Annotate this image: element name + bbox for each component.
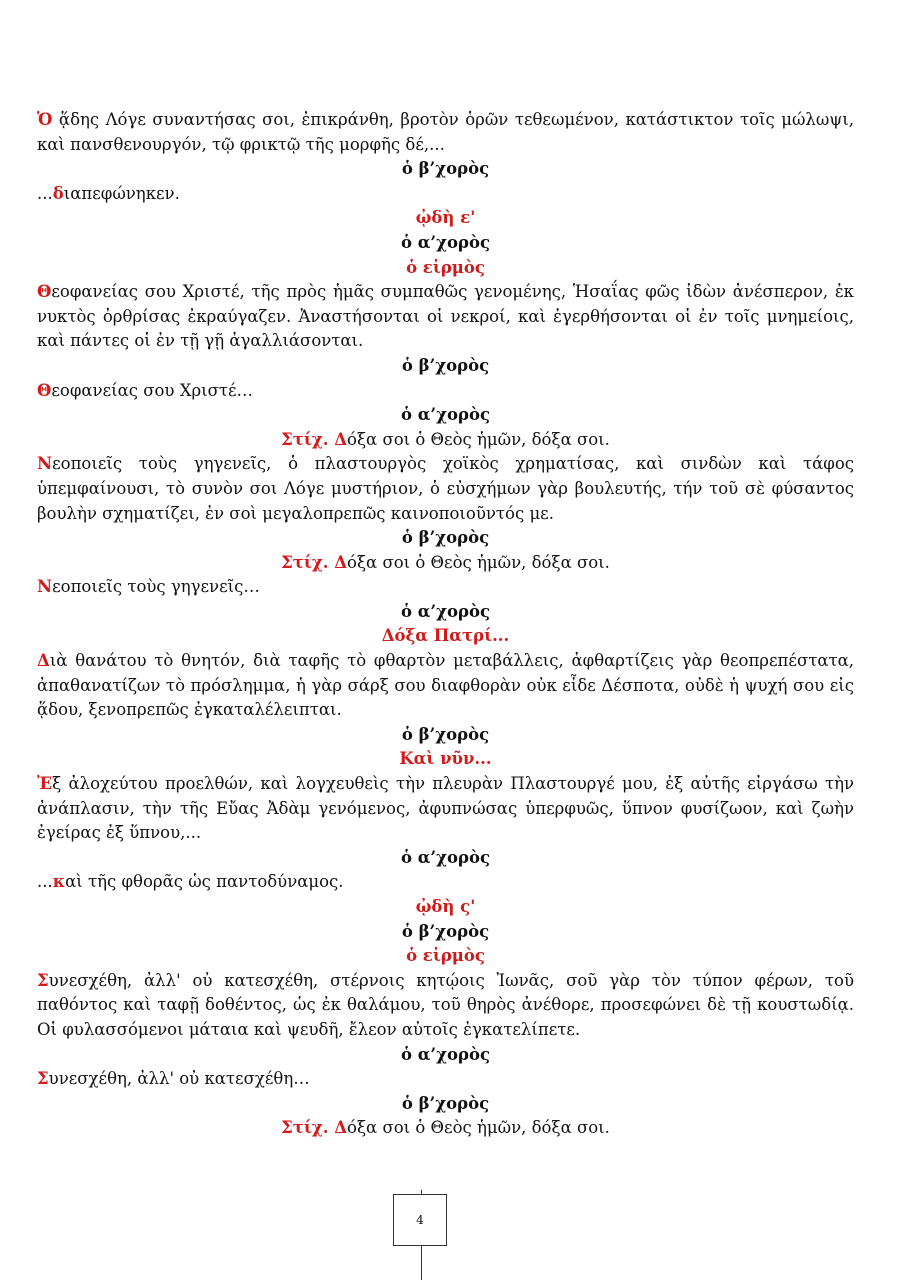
ellipsis-prefix: ... xyxy=(37,183,53,203)
hymn-paragraph xyxy=(37,182,854,207)
choir-heading: ὁ β’χορὸς xyxy=(401,1093,490,1113)
initial-letter: δ xyxy=(52,183,64,203)
hymn-paragraph xyxy=(37,870,854,895)
paragraph-text: αὶ τῆς φθορᾶς ὡς παντοδύναμος. xyxy=(65,872,344,892)
page-number: 4 xyxy=(416,1213,424,1227)
hymn-paragraph xyxy=(37,379,854,404)
section-heading: ὁ εἱρμὸς xyxy=(406,257,485,277)
choir-heading: ὁ α’χορὸς xyxy=(400,601,491,621)
initial-letter: Δ xyxy=(334,1118,348,1138)
paragraph-text: υνεσχέθη, ἀλλ' οὐ κατεσχέθη… xyxy=(48,1069,310,1089)
paragraph-text: εοφανείας σου Χριστέ… xyxy=(51,380,254,400)
section-heading: ὁ εἱρμὸς xyxy=(406,946,485,966)
initial-letter: Δ xyxy=(37,651,50,671)
section-heading: Δόξα Πατρί... xyxy=(381,626,510,646)
page-number-box xyxy=(393,1194,447,1246)
section-heading: ᾠδὴ ς' xyxy=(415,897,476,916)
initial-letter: Σ xyxy=(37,970,49,990)
initial-letter: Θ xyxy=(37,380,52,400)
initial-letter: κ xyxy=(52,872,66,892)
paragraph-text: ξ ἀλοχεύτου προελθών, καὶ λογχευθεὶς τὴν πλευρὰν Πλαστουργέ μου, ἐξ αὐτῆς εἰργάσω τὴν ἀνάπλασιν, τὴν τῆς Εὔας Ἀδὰμ γενόμενος, ἀφυπνώσας ὑπερφυῶς, ὕπνον φυσίζωον, καὶ ζωὴν ἐγείρας ἐξ ὕπνου,... xyxy=(37,774,854,843)
choir-heading: ὁ α’χορὸς xyxy=(400,405,491,425)
initial-letter: Δ xyxy=(334,552,348,572)
paragraph-text: υνεσχέθη, ἀλλ' οὐ κατεσχέθη, στέρνοις κητῴοις Ἰωνᾶς, σοῦ γὰρ τὸν τύπον φέρων, τοῦ παθόντος καὶ ταφῇ δοθέντος, ὡς ἐκ θαλάμου, τοῦ θηρὸς ἀνέθορε, προσεφώνει δὲ τῇ κουστωδίᾳ. Οἱ φυλασσόμενοι μάταια καὶ ψευδῆ, ἔλεον αὐτοῖς ἐγκατελίπετε. xyxy=(37,970,854,1039)
hymn-paragraph xyxy=(37,969,854,1043)
hymn-paragraph xyxy=(37,649,854,723)
choir-heading: ὁ β’χορὸς xyxy=(401,921,490,941)
stichos-label: Στίχ. xyxy=(281,552,335,572)
choir-heading: ὁ β’χορὸς xyxy=(401,724,490,744)
stichos-verse xyxy=(37,1116,854,1141)
initial-letter: Ἐ xyxy=(37,774,53,794)
choir-heading: ὁ α’χορὸς xyxy=(400,232,491,252)
stichos-text: όξα σοι ὁ Θεὸς ἡμῶν, δόξα σοι. xyxy=(347,552,610,572)
stichos-text: όξα σοι ὁ Θεὸς ἡμῶν, δόξα σοι. xyxy=(347,429,610,449)
stichos-label: Στίχ. xyxy=(281,1118,335,1138)
initial-letter: Σ xyxy=(37,1069,49,1089)
initial-letter: Δ xyxy=(334,429,348,449)
paragraph-text: ᾅδης Λόγε συναντήσας σοι, ἐπικράνθη, βροτὸν ὁρῶν τεθεωμένον, κατάστικτον τοῖς μώλωψι, καὶ πανσθενουργόν, τῷ φρικτῷ τῆς μορφῆς δέ,... xyxy=(37,110,854,154)
section-heading: Καὶ νῦν... xyxy=(399,749,492,769)
paragraph-text: ιαπεφώνηκεν. xyxy=(63,183,180,203)
hymn-paragraph xyxy=(37,452,854,526)
choir-heading: ὁ α’χορὸς xyxy=(400,1044,491,1064)
paragraph-text: ιὰ θανάτου τὸ θνητόν, διὰ ταφῆς τὸ φθαρτὸν μεταβάλλεις, ἀφθαρτίζεις γὰρ θεοπρεπέστατα, ἀπαθανατίζων τὸ πρόσλημμα, ἡ γὰρ σάρξ σου διαφθορὰν οὐκ εἶδε Δέσποτα, οὐδὲ ἡ ψυχή σου εἰς ᾅδου, ξενοπρεπῶς ἐγκαταλέλειπται. xyxy=(37,651,854,720)
stichos-text: όξα σοι ὁ Θεὸς ἡμῶν, δόξα σοι. xyxy=(347,1118,610,1138)
stichos-label: Στίχ. xyxy=(281,429,335,449)
ellipsis-prefix: ... xyxy=(37,872,53,892)
initial-letter: Ν xyxy=(37,454,53,474)
stichos-verse xyxy=(37,428,854,453)
paragraph-text: εοφανείας σου Χριστέ, τῆς πρὸς ἡμᾶς συμπαθῶς γενομένης, Ἡσαΐας φῶς ἰδὼν ἀνέσπερον, ἐκ νυκτὸς ὀρθρίσας ἐκραύγαζεν. Ἀναστήσονται οἱ νεκροί, καὶ ἐγερθήσονται οἱ ἐν τοῖς μνημείοις, καὶ πάντες οἱ ἐν τῇ γῇ ἀγαλλιάσονται. xyxy=(37,282,854,351)
hymn-paragraph xyxy=(37,280,854,354)
stichos-verse xyxy=(37,551,854,576)
choir-heading: ὁ β’χορὸς xyxy=(401,528,490,548)
paragraph-text: εοποιεῖς τοὺς γηγενεῖς… xyxy=(52,577,260,597)
document-body xyxy=(37,108,854,1141)
hymn-paragraph xyxy=(37,1067,854,1092)
initial-letter: Ὁ xyxy=(37,110,53,129)
initial-letter: Θ xyxy=(37,282,52,302)
hymn-paragraph xyxy=(37,772,854,846)
choir-heading: ὁ β’χορὸς xyxy=(401,355,490,375)
hymn-paragraph xyxy=(37,575,854,600)
section-heading: ᾠδὴ ε' xyxy=(415,208,476,228)
paragraph-text: εοποιεῖς τοὺς γηγενεῖς, ὁ πλαστουργὸς χοϊκὸς χρηματίσας, καὶ σινδὼν καὶ τάφος ὑπεμφαίνουσι, τὸ συνὸν σοι Λόγε μυστήριον, ὁ εὐσχήμων γὰρ βουλευτής, τήν τοῦ σὲ φύσαντος βουλὴν σχηματίζει, ἐν σοὶ μεγαλοπρεπῶς καινοποιοῦντός με. xyxy=(37,454,854,523)
hymn-paragraph xyxy=(37,108,854,157)
choir-heading: ὁ β’χορὸς xyxy=(401,159,490,179)
initial-letter: Ν xyxy=(37,577,53,597)
choir-heading: ὁ α’χορὸς xyxy=(400,847,491,867)
